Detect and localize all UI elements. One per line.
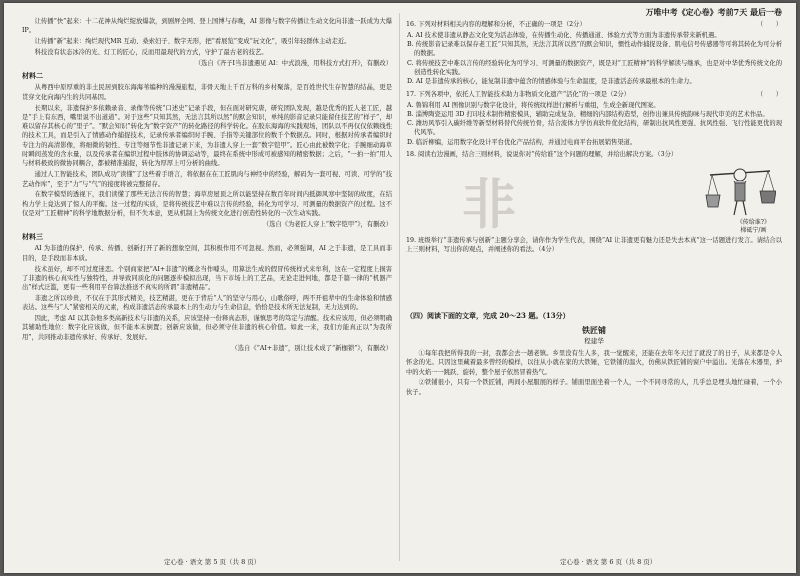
answer-paren: （ ） [756,21,782,28]
paragraph: 因此，考虑 AI 以其杂他多类高新技术与非遗的关系，应该坚持一份释真态形，谨慎思考的笃定与清醒。技术应该用，但必须明确其辅助性地位：数字化应该做，但不能本末倒置；创新应该做，但必须守住非遗的核心价值。如此一来，我们方能真正以“为我所用”，共同推动非遗传承好、传承好、发展好。 [22,315,392,341]
paragraph: 让传播“新”起来：绚烂现代MR 互动、桑索妇子、数字无形，把“看展览”变成“玩文化”，吸引年轻群体主动走近。 [34,38,351,46]
option-b: B. 淄博陶瓷运用 3D 打印技术制作精密模具，辅助完成复杂、精细的内部结构造型，创作出兼具传统韵味与现代审美的艺术作品。 [407,110,769,118]
cartoon-title: 《传给谁?》 [736,219,770,227]
footer-left: 定心卷 · 语文 第 5 页（共 8 页） [164,558,261,566]
source-note: （选自《齐子Ⅰ当非遗遇见 AI：中式浪漫，用科技方式打开》，有删改） [194,59,392,67]
cartoon-illustration [704,161,776,219]
option-a: A. 鲁锦利用 AI 图像识别与数字化设计，将传统纹样进行解析与重组，生成全新现代图案。 [407,101,660,109]
question-18: 18. 阅读右边漫画，结合三则材料，说说你对“传给谁”这个问题的理解，并给出解决方案。（3分） [406,151,678,159]
answer-paren: （ ） [756,90,782,98]
question-17 [406,90,782,99]
section-4-heading: （四）阅读下面的文章，完成 20～23 题。（13分） [406,311,570,321]
source-note: （选自《为老匠人穿上“数字铠甲”》，有删改） [262,220,392,228]
option-d: D. AI 是非遗传承的核心，能复制非遗中蕴含的情感体验与生命温度，是非遗活态传承最根本的生命力。 [407,78,696,86]
exam-sheet [4,3,796,573]
footer-right: 定心卷 · 语文 第 6 页（共 8 页） [560,558,657,566]
left-column [22,17,392,354]
blurred-character: 非 [462,173,512,237]
material-2-title: 材料二 [22,71,43,81]
option-c: C. 将传统技艺中难以言传的经验转化为可学习、可测量的数据资产，既是对“工匠精神”的科学解读与继承，也是对中华优秀传统文化的创造性转化实践。 [407,59,782,77]
page-header: 万唯中考《定心卷》考前7天 最后一卷 [645,7,782,17]
cartoon-caption [737,219,770,235]
story-title: 铁匠铺 [582,324,606,335]
paragraph: ②铁铺很小，只有一个铁匠铺，两间小屋服展的样子。铺面里面坐着一个人，一个不同寻常的人，几乎总是埋头地忙碌着，一个小伙子。 [406,379,782,396]
question-18-block [406,147,782,237]
option-a: A. AI 技术使非遗从静态文化变为活态体验，在传播生动化、传播通道、体验方式等方面为非遗传承带来新机遇。 [407,31,721,39]
question-16-text: 16. 下列对材料相关内容的理解和分析，不正确的一项是（2分） [406,21,586,28]
right-column [406,17,782,399]
paragraph: 在数字模型的透视下，我们读懂了那些无法言传的智慧；海草房屋顶之所以能坚持在数百年时间内抵御风寒中坚韧的故度，在结构力学上竟达到了惊人的平衡。这一过程的实质，是将传统技艺中难以言传的经验，转化为可学习、可测量的数据资产的过程。这不仅是对“工匠精神”的科学地数据分析，但不失本意，更从机制上为传统文化进行创造性转化的一次生动实践。 [22,191,392,217]
paragraph: ①每年我把所得我的一封，我都会去一趟老镇。乡里没有生人多，我一觉醒来，还能在去年冬天过了就没了的日子，从来都是令人怀念的光。只因这里藏着最多曾经的模样，以往从小就在家的大铁锤，它铁铺的温火，仿佛从铁匠铺的窗户中溢出。光落在木器里，炉中的火焰一一跳跃、旋转，整个屋子依然冒着热气。 [406,349,782,376]
paragraph: 科技没有状态冰冷的光、灯工的匠心，反而用最现代的方式，守护了最古老的技艺。 [34,48,268,56]
option-b: B. 传统影音记录难以保存老工匠“只知其然，无法言其所以然”的默会知识，惯性动作捕捉设备、肌电信号传感器等可将其转化为可分析的数据。 [407,41,782,58]
paragraph: 从粤西中原厚重的非土民居到胶东海海苇编种的漫漫旅程，非骨天地上千百万科的乡村聚落，是百姓世代生存智慧的结晶，更是贯穿文化向海内生的共同基因。 [22,84,392,101]
option-d: D. 临沂柳编，运用数字化设计平台优化产品结构，并通过电商平台拓展销售渠道。 [407,138,637,146]
cartoon-author: 梯砥宁/画 [740,226,767,234]
source-note: （选自《“AI+非遗”，别让技术成了“新枷锁”》，有删改） [231,344,392,352]
option-c: C. 潍坊风筝引入碳纤维等新型材料替代传统竹骨，结合流体力学仿真软件优化结构，研制出抗风性更强、抗风性强、飞行性能更优的现代风筝。 [407,120,782,137]
paragraph: 通过人工智能技术，团队成功“读懂”了这些着手语言，将依据在在工匠肌肉与神经中的经验，解码为一套可视、可读、可学的“技艺动作库”，至于“力”与“气”的接度将被完整留存。 [22,171,392,188]
paragraph: 让传播“快”起来：十二花神从绚烂绽放爆款，到剧屏全网、登上国博与春晚，AI 影像与数字传播让生动文化向非遗一跃成为大爆 IP。 [22,18,392,35]
paragraph: AI 为非遗的保护、传承、传播、创新打开了新的想象空间，其积极作用不可忽视。然而，必须强调，AI 之于非遗，是工具而非目的，是手段而非本质。 [22,245,392,262]
story-author: 程建华 [584,337,604,346]
paragraph: 技术虽好，却不可过度迷恋。个别商家把“AI+非遗”的概念当作噱头，用算法生成的假冒传统样式来牟利，这在一定程度上损害了非遗的核心真实性与独特性，并导致同质化的问题逐步模拟出现，当下市场上的工艺品，无论走进何地，都是千篇一律的“机器产出”样式泛滥，更有一些利用平台算法推送不真实的所谓“非遗精品”。 [22,265,392,292]
material-3-title: 材料三 [22,232,43,242]
question-16 [406,20,782,29]
column-divider [399,13,400,561]
answer-space [406,256,782,308]
question-19: 19. 班级举行“非遗传承与创新”主题分享会，请你作为学生代表，围绕“AI 让非遗更有魅力还是失去本真”这一话题进行发言。请结合以上三则材料，写出你的观点，并阐述你的看法。（4分） [406,237,782,254]
question-17-text: 17. 下列各项中，依托人工智能技术助力非物质文化遗产“活化”的一项是（2分） [406,90,630,98]
paragraph: 非遗之所以珍贵，不仅在于其形式精美，技艺精湛，更在于背后“人”的坚守与用心，山歌俗呼，两不开祖辈中的生命体验和情感表达。这些与“人”紧密相关的元素，构成非遗活态传承最本上的生动力与生命信息，恰恰是技术所无法复制，无力达到的。 [22,295,392,312]
paragraph: 长期以来，非遗保护多依赖录音、录像等传统“口述史”记录手段，但在面对研究唐，研究团队发现，越是优秀的匠人老工匠，越是“手上有东西，嘴里说不出道道”。对于这些“只知其然，无法言其所以然”的默会知识，单纯的影音记录只能留住技艺的“样子”，却难以留存其核心的“里子”。“默会知识”转化为“数字资产”的转化路径的科学转化。在胶东海海的实践观场，团队以不再仅仅依赖线性的技术工具，而是引入了情感动作捕捉技术，记录传承者编织时手腕、手指等关键部位的数千个数据点。同时，根据对传承者编织时专注力的高清影像，将细微的韧性、专注等细节性非遗记录下来，为非遗人穿上一套“数字铠甲”。匠心由此被数字化；手腕细动海草时瞬间蒸发的含水量，以及传承者在编织过程中肢体的协调运动等，最终在系统中形成可被感知的精密数据；之后，“一拍一拍”用人与材料极致的微协同耦合，都被精准捕捉，转化为厚厚上可分析的曲线。 [22,104,392,168]
